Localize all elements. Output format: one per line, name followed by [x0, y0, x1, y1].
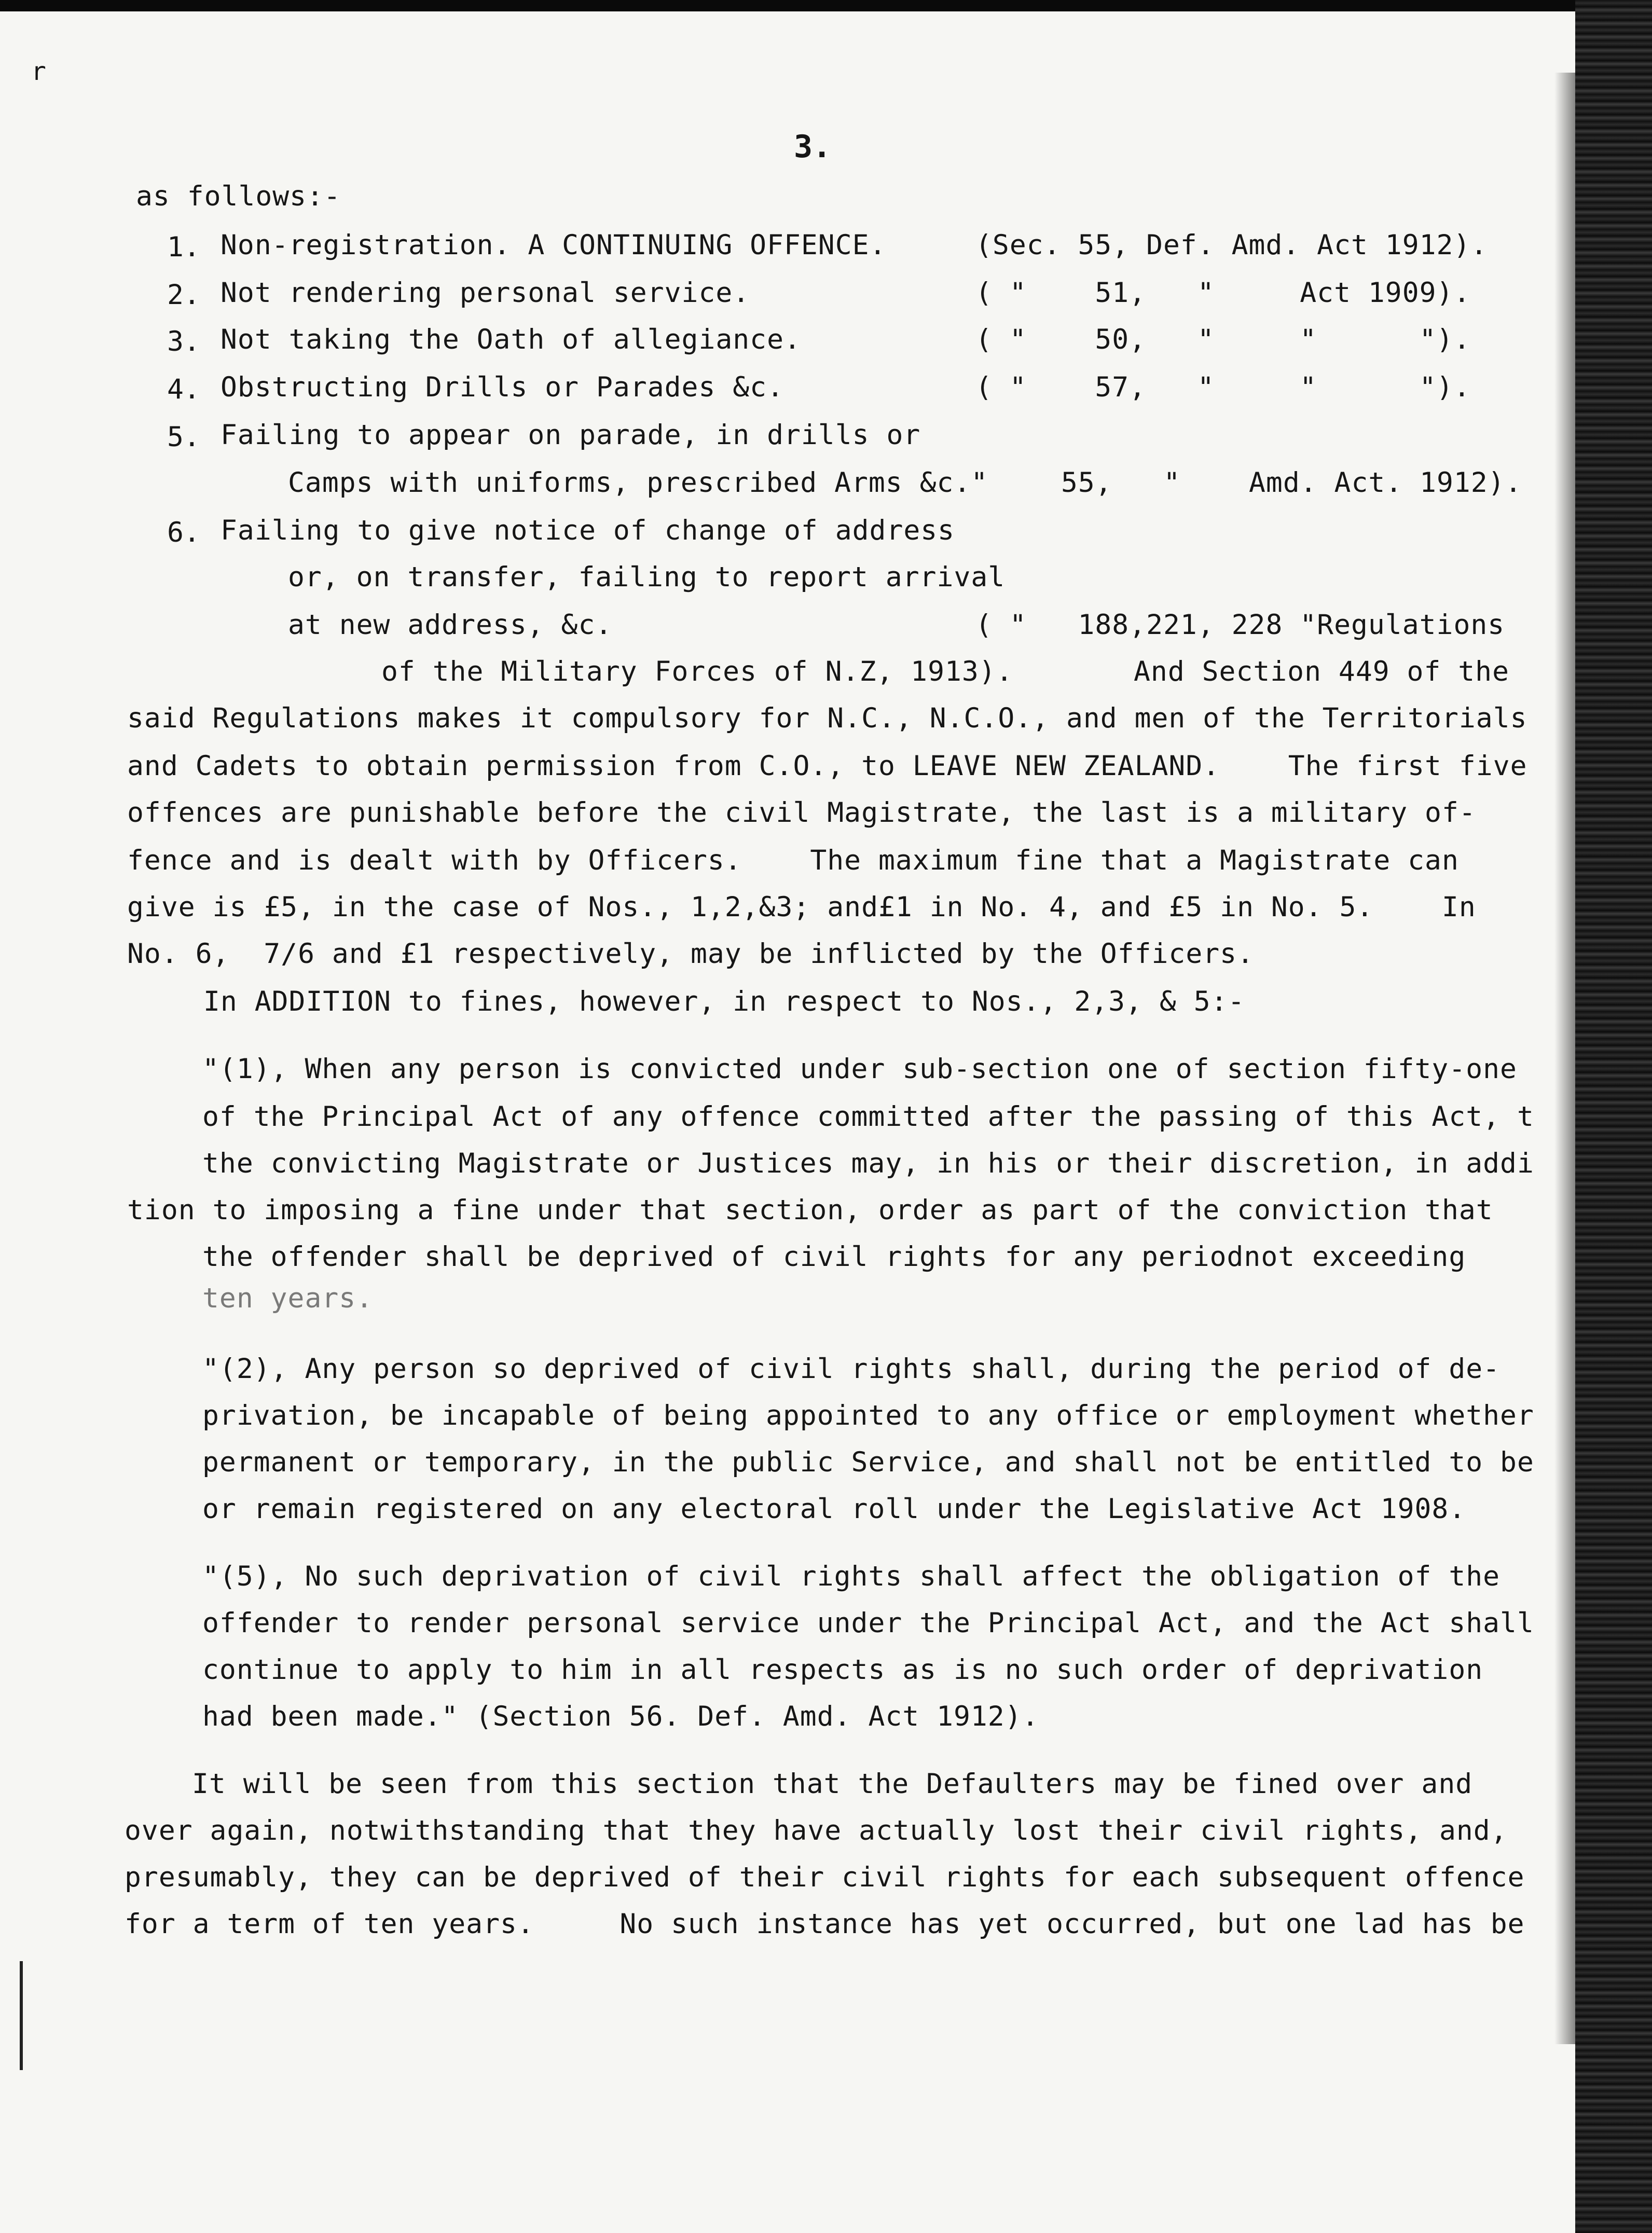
paragraph-line: It will be seen from this section that the Defaulters may be fined over and: [192, 1768, 1473, 1800]
offence-reference: 55, " Amd. Act. 1912).: [1061, 467, 1522, 499]
offence-text: Failing to give notice of change of address: [221, 515, 955, 546]
intro-line: as follows:-: [136, 181, 341, 212]
offence-reference-continued: of the Military Forces of N.Z, 1913).: [381, 656, 1013, 687]
paragraph-line: and Cadets to obtain permission from C.O., to LEAVE NEW ZEALAND. The first five: [127, 750, 1527, 782]
corner-mark: r: [31, 57, 46, 86]
offence-number: 3.: [167, 326, 200, 357]
quote-line: or remain registered on any electoral roll under the Legislative Act 1908.: [202, 1493, 1466, 1525]
paragraph-line: presumably, they can be deprived of their civil rights for each subsequent offence: [125, 1862, 1525, 1893]
quote-line: "(1), When any person is convicted under sub-section one of section fifty-one: [202, 1053, 1517, 1085]
paragraph-line: for a term of ten years. No such instance has yet occurred, but one lad has be: [125, 1908, 1525, 1940]
offence-number: 5.: [167, 421, 200, 453]
quote-line: continue to apply to him in all respects as is no such order of deprivation: [202, 1654, 1483, 1686]
offence-text: Not rendering personal service.: [221, 277, 750, 309]
scan-right-border: [1575, 0, 1652, 2233]
offence-reference: ( " 50, " " ").: [975, 324, 1471, 355]
paragraph-line: In ADDITION to fines, however, in respect to Nos., 2,3, & 5:-: [203, 986, 1245, 1017]
quote-line: permanent or temporary, in the public Service, and shall not be entitled to be: [202, 1446, 1534, 1478]
offence-text: Failing to appear on parade, in drills or: [221, 419, 921, 451]
offence-reference: ( " 57, " " ").: [975, 371, 1471, 403]
quote-line: the offender shall be deprived of civil rights for any periodnot exceeding: [202, 1241, 1466, 1273]
paragraph-line: said Regulations makes it compulsory for N.C., N.C.O., and men of the Territorials: [127, 702, 1527, 734]
quote-line: the convicting Magistrate or Justices may, in his or their discretion, in addi: [202, 1148, 1534, 1179]
quote-line: "(2), Any person so deprived of civil rights shall, during the period of de-: [202, 1353, 1500, 1385]
quote-line: tion to imposing a fine under that section, order as part of the conviction that: [127, 1194, 1493, 1226]
paragraph-line: fence and is dealt with by Officers. The maximum fine that a Magistrate can: [127, 845, 1459, 876]
offence-number: 6.: [167, 517, 200, 548]
paragraph-line: offences are punishable before the civil Magistrate, the last is a military of-: [127, 797, 1476, 829]
paragraph-line: No. 6, 7/6 and £1 respectively, may be inflicted by the Officers.: [127, 938, 1254, 970]
scan-right-shadow: [1554, 73, 1575, 2044]
offence-number: 1.: [167, 231, 200, 263]
offence-text: Non-registration. A CONTINUING OFFENCE.: [221, 229, 887, 261]
offence-reference: (Sec. 55, Def. Amd. Act 1912).: [975, 229, 1488, 261]
quote-line: privation, be incapable of being appointed to any office or employment whether: [202, 1400, 1534, 1431]
offence-number: 4.: [167, 374, 200, 405]
quote-line: "(5), No such deprivation of civil rights shall affect the obligation of the: [202, 1561, 1500, 1592]
paragraph-line: over again, notwithstanding that they have actually lost their civil rights, and,: [125, 1815, 1508, 1846]
offence-text: Obstructing Drills or Parades &c.: [221, 371, 784, 403]
quote-line: offender to render personal service under the Principal Act, and the Act shall: [202, 1607, 1534, 1639]
offence-reference: ( " 51, " Act 1909).: [975, 277, 1471, 309]
quote-line: of the Principal Act of any offence committed after the passing of this Act, t: [202, 1101, 1534, 1133]
offence-text-continued: or, on transfer, failing to report arrival: [288, 561, 1006, 593]
scan-top-border: [0, 0, 1652, 11]
offence-number: 2.: [167, 279, 200, 311]
offence-text: Not taking the Oath of allegiance.: [221, 324, 801, 355]
margin-mark: [20, 1961, 23, 2070]
paragraph-line: give is £5, in the case of Nos., 1,2,&3; and£1 in No. 4, and £5 in No. 5. In: [127, 891, 1476, 923]
quote-line: ten years.: [202, 1283, 374, 1314]
quote-line: had been made." (Section 56. Def. Amd. Act 1912).: [202, 1701, 1039, 1732]
page-number: 3.: [794, 129, 832, 165]
offence-reference: ( " 188,221, 228 "Regulations: [975, 609, 1505, 641]
offence-reference-continued: And Section 449 of the: [1134, 656, 1509, 687]
offence-text-continued: Camps with uniforms, prescribed Arms &c.": [288, 467, 988, 499]
offence-text-continued: at new address, &c.: [288, 609, 613, 641]
